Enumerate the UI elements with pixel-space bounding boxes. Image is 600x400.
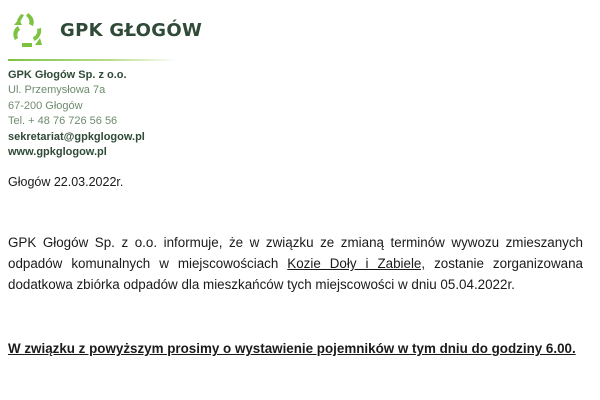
letterhead [8, 8, 568, 159]
body-text-start: GPK Głogów Sp. z o.o. informuje, że w związku ze zmianą terminów wywozu zmieszanych odpadów komunalnych w miejscowościach [8, 235, 583, 271]
recycling-leaves-icon [8, 10, 48, 50]
body-localities: Kozie Doły i Zabiele, [287, 256, 426, 271]
company-name: GPK Głogów Sp. z o.o. [8, 69, 127, 81]
letterhead-divider [8, 59, 178, 61]
company-details [8, 68, 145, 160]
company-postal-city: 67-200 Głogów [8, 99, 83, 112]
letter-notice: W związku z powyższym prosimy o wystawienie pojemników w tym dniu do godziny 6.00. [8, 341, 576, 356]
company-street: Ul. Przemysłowa 7a [8, 84, 106, 97]
logo [8, 8, 568, 52]
company-website[interactable]: www.gpkglogow.pl [8, 146, 107, 159]
company-email[interactable]: sekretariat@gpkglogow.pl [8, 130, 145, 143]
company-phone: Tel. + 48 76 726 56 56 [8, 115, 118, 128]
letter-date: Głogów 22.03.2022r. [8, 175, 124, 189]
body-text-end: zostanie zorganizowana dodatkowa zbiórka odpadów dla mieszkańców tych miejscowości w dniu 05.04.2022r. [8, 256, 584, 292]
logo-text: GPK GŁOGÓW [60, 19, 203, 41]
letter-body [8, 232, 583, 295]
